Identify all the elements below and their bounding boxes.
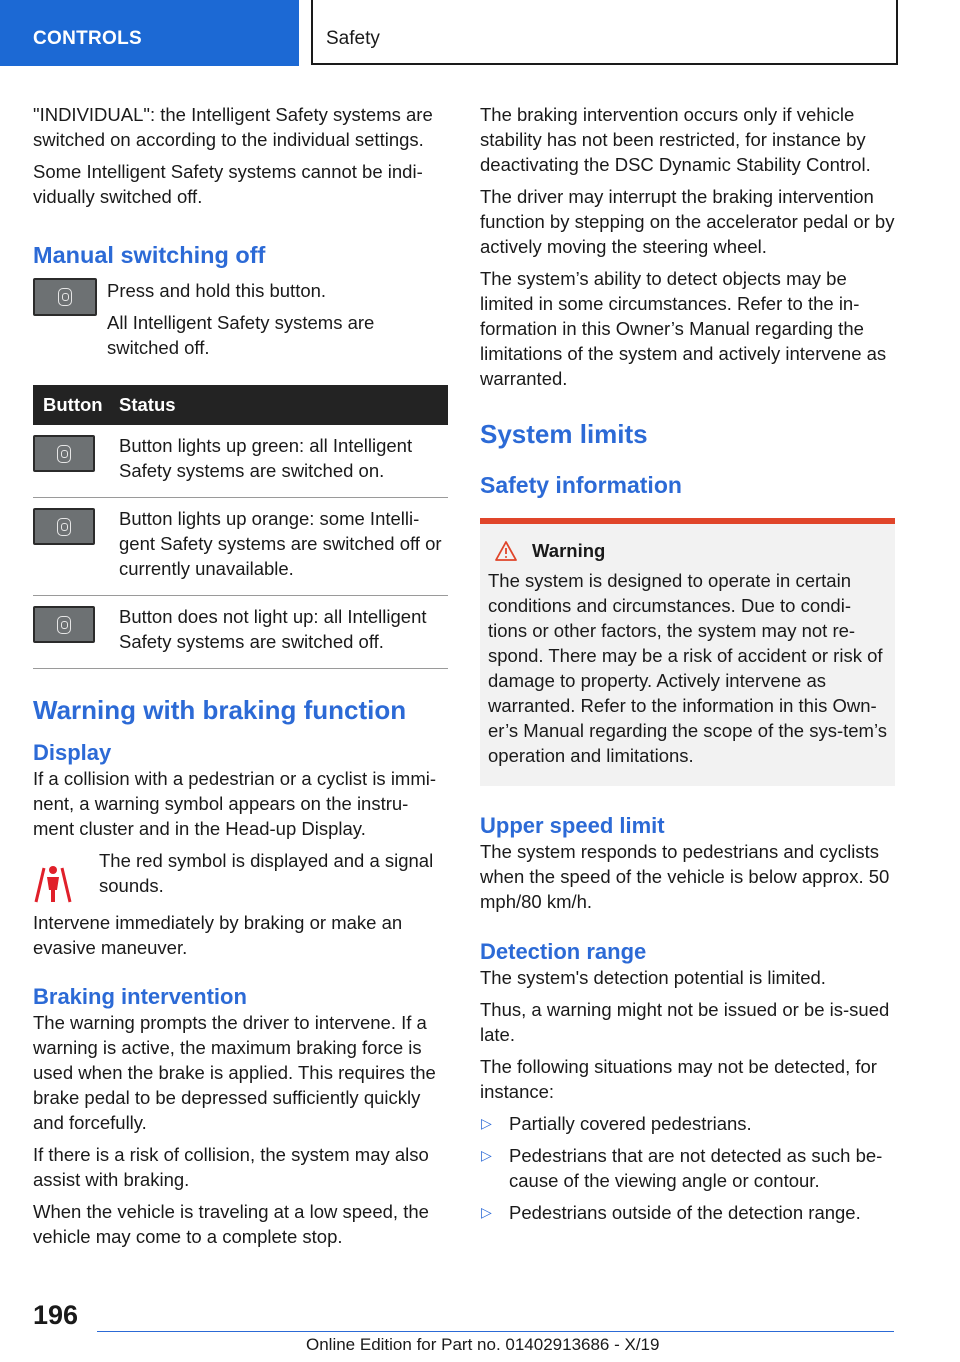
paragraph: The braking intervention occurs only if vehicle stability has not been restricted, for instance by deactivating the DSC Dynamic Stability Control.: [480, 104, 871, 175]
paragraph: Press and hold this button.: [107, 280, 327, 301]
paragraph: The following situations may not be detected, for instance:: [480, 1056, 877, 1102]
heading-braking-intervention: Braking intervention: [33, 984, 247, 1009]
paragraph: When the vehicle is traveling at a low speed, the vehicle may come to a complete stop.: [33, 1201, 429, 1247]
safety-button-icon: [33, 508, 95, 545]
table-header-status: Status: [119, 385, 448, 425]
list-item-text: Partially covered pedestrians.: [509, 1113, 752, 1134]
chapter-title: Safety: [326, 28, 380, 49]
paragraph: Some Intelligent Safety systems cannot be indi-vidually switched off.: [33, 161, 423, 207]
heading-warning-braking: Warning with braking function: [33, 695, 407, 725]
left-column: [33, 102, 448, 1256]
paragraph: The system's detection potential is limited.: [480, 967, 826, 988]
safety-button-icon: [33, 278, 97, 316]
list-item-text: Pedestrians outside of the detection range.: [509, 1202, 861, 1223]
pedestrian-warning-icon: [33, 860, 73, 906]
paragraph: If a collision with a pedestrian or a cyclist is immi-nent, a warning symbol appears on the instru-ment cluster and in the Head-up Display.: [33, 768, 437, 839]
chapter-tab: [311, 0, 898, 65]
bullet-triangle-icon: ▷: [481, 1115, 492, 1131]
paragraph: Intervene immediately by braking or make an evasive maneuver.: [33, 912, 403, 958]
table-cell-status: Button does not light up: all Intelligent Safety systems are switched off.: [119, 596, 448, 669]
heading-system-limits: System limits: [480, 419, 648, 449]
heading-display: Display: [33, 740, 112, 765]
list-item-text: Pedestrians that are not detected as such be-cause of the viewing angle or contour.: [509, 1145, 883, 1191]
heading-manual-switching-off: Manual switching off: [33, 242, 266, 268]
safety-button-icon: [33, 606, 95, 643]
paragraph: Thus, a warning might not be issued or be is-sued late.: [480, 999, 890, 1045]
bullet-triangle-icon: ▷: [481, 1204, 492, 1220]
paragraph: The warning prompts the driver to intervene. If a warning is active, the maximum braking force is used when the brake is applied. This requires the brake pedal to be depressed sufficiently quickly and forcefully.: [33, 1012, 436, 1133]
list-item: [480, 1111, 895, 1136]
heading-detection-range: Detection range: [480, 939, 647, 964]
list-item: [480, 1143, 895, 1193]
button-status-table: [33, 385, 448, 669]
paragraph: The system’s ability to detect objects may be limited in some circumstances. Refer to the in-formation in this Owner’s Manual regarding the limitations of the system and actively intervene as warranted.: [480, 268, 887, 389]
paragraph: The red symbol is displayed and a signal sounds.: [99, 850, 434, 896]
bullet-triangle-icon: ▷: [481, 1147, 492, 1163]
table-row: [33, 498, 448, 596]
warning-triangle-icon: [495, 541, 517, 561]
paragraph: If there is a risk of collision, the system may also assist with braking.: [33, 1144, 429, 1190]
paragraph: [33, 310, 448, 360]
situation-list: [480, 1111, 895, 1225]
table-header-button: Button: [33, 385, 119, 425]
table-row: [33, 596, 448, 669]
table-cell-status: Button lights up green: all Intelligent Safety systems are switched on.: [119, 425, 448, 498]
paragraph: "INDIVIDUAL": the Intelligent Safety systems are switched on according to the individual settings.: [33, 104, 433, 150]
heading-upper-speed-limit: Upper speed limit: [480, 813, 665, 838]
page-number: 196: [33, 1300, 79, 1330]
paragraph: The system responds to pedestrians and cyclists when the speed of the vehicle is below approx. 50 mph/80 km/h.: [480, 841, 890, 912]
warning-box: [480, 518, 895, 786]
heading-safety-information: Safety information: [480, 472, 682, 498]
paragraph: The driver may interrupt the braking intervention function by stepping on the accelerator pedal or by actively moving the steering wheel.: [480, 186, 895, 257]
button-instruction: [33, 278, 448, 360]
table-cell-status: Button lights up orange: some Intelli-gent Safety systems are switched off or currently unavailable.: [119, 498, 448, 596]
all-off-text: All Intelligent Safety systems are switched off.: [107, 312, 375, 358]
section-title: CONTROLS: [33, 28, 143, 49]
table-row: [33, 425, 448, 498]
warning-title-text: Warning: [532, 540, 606, 561]
footer-divider: [97, 1331, 894, 1332]
right-column: [480, 102, 895, 1232]
section-tab: [0, 0, 299, 66]
safety-button-icon: [33, 435, 95, 472]
footer-edition: Online Edition for Part no. 01402913686 - X/19: [306, 1335, 660, 1354]
red-symbol-instruction: [33, 848, 448, 898]
list-item: [480, 1200, 895, 1225]
warning-text: The system is designed to operate in certain conditions and circumstances. Due to condi-tions or other factors, the system may not re-spond. There may be a risk of accident or risk of damage to property. Actively intervene as warranted. Refer to the information in this Own-er’s Manual regarding the scope of the sys-tem’s operation and limitations.: [488, 570, 887, 766]
warning-title: [488, 540, 887, 562]
